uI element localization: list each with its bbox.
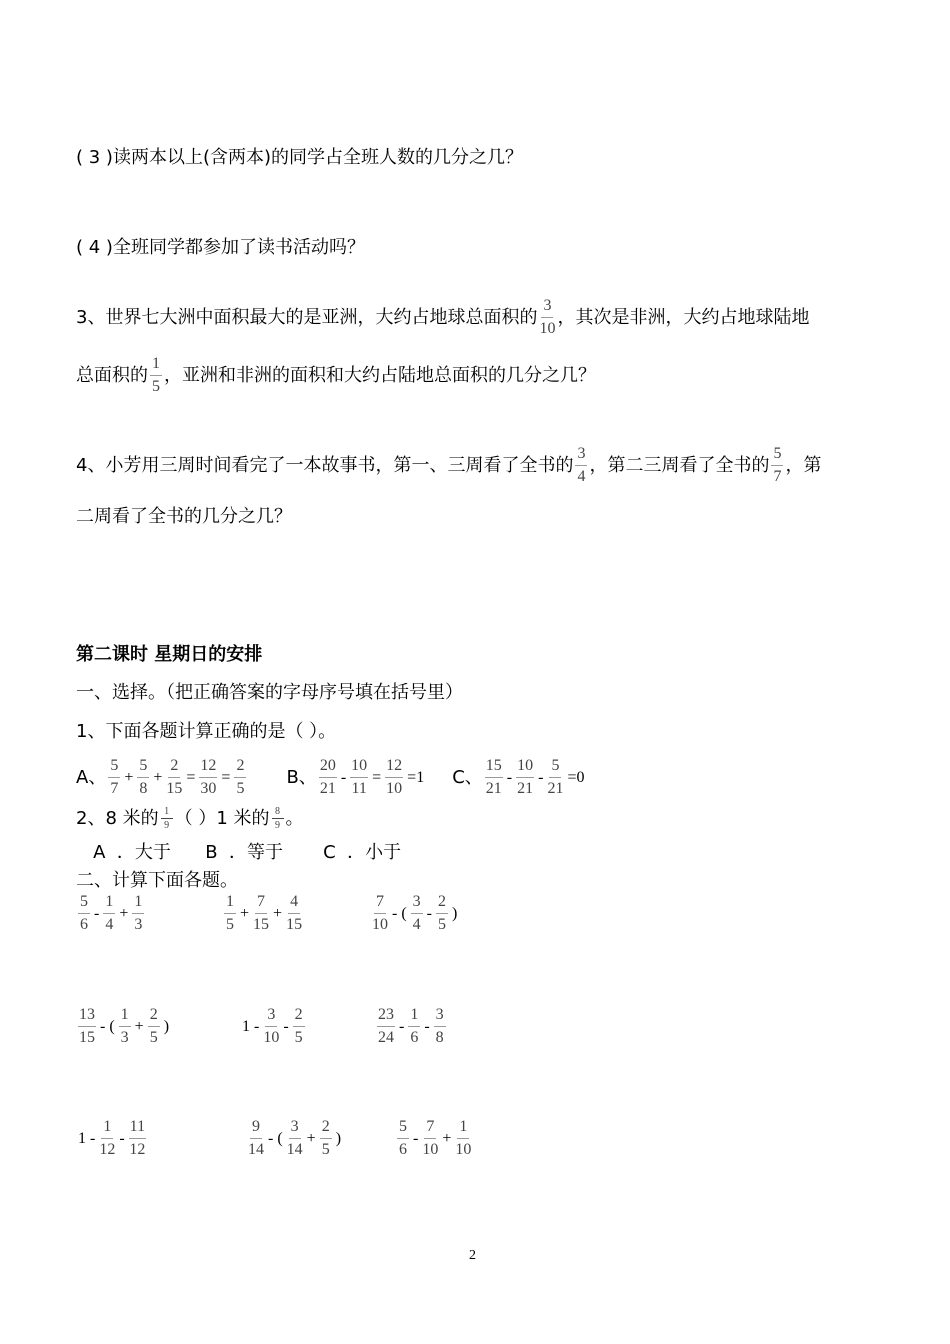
fraction xyxy=(108,756,120,799)
fraction xyxy=(129,1117,146,1160)
math-operator: =1 xyxy=(407,768,425,786)
math-operator: + xyxy=(273,904,283,922)
numerator: 9 xyxy=(250,1117,262,1139)
numerator: 5 xyxy=(397,1117,409,1139)
math-operator: + xyxy=(240,904,250,922)
fraction xyxy=(455,1117,471,1160)
denominator: 7 xyxy=(110,780,119,797)
numerator: 5 xyxy=(549,756,561,778)
math-operator: =0 xyxy=(567,768,585,786)
denominator: 5 xyxy=(437,916,446,933)
math-operator: - xyxy=(424,1017,430,1035)
calc-item-7 xyxy=(76,1117,148,1160)
choice-1-stem: 1、下面各题计算正确的是（ ）。 xyxy=(76,721,337,742)
problem-3-fraction-2: 1 5 xyxy=(152,355,160,395)
numerator: 2 xyxy=(436,892,448,914)
denominator: 6 xyxy=(399,1141,407,1158)
numerator: 3 xyxy=(411,892,423,914)
math-operator: + xyxy=(306,1129,316,1147)
math-operator: - ( xyxy=(100,1017,115,1035)
fraction xyxy=(422,1117,438,1160)
math-operator: + xyxy=(442,1129,452,1147)
numerator: 2 xyxy=(168,756,180,778)
fraction xyxy=(319,756,337,799)
math-operator: ) xyxy=(335,1129,342,1147)
math-operator: - xyxy=(119,1129,125,1147)
fraction xyxy=(320,1117,332,1160)
fraction xyxy=(78,1005,96,1048)
fraction xyxy=(99,1117,115,1160)
option-b-label: B、 xyxy=(286,766,317,788)
math-operator: - xyxy=(283,1017,289,1035)
fraction xyxy=(434,1005,446,1048)
problem-4-line-1 xyxy=(76,444,821,487)
math-operator: - xyxy=(506,768,513,786)
fraction xyxy=(485,756,503,799)
denominator: 21 xyxy=(319,780,336,797)
numerator: 11 xyxy=(129,1117,146,1139)
numerator: 2 xyxy=(320,1117,332,1139)
numerator: 7 xyxy=(255,892,267,914)
denominator: 6 xyxy=(410,1029,419,1046)
problem-4-text-a: 4、小芳用三周时间看完了一本故事书，第一、三周看了全书的 xyxy=(76,454,574,476)
math-operator: + xyxy=(153,768,163,786)
fraction xyxy=(78,892,90,935)
question-3-sub-3: ( 3 )读两本以上(含两本)的同学占全班人数的几分之几？ xyxy=(76,147,523,168)
math-operator: + xyxy=(119,904,129,922)
calc-item-2 xyxy=(222,892,304,935)
math-operator: = xyxy=(221,768,231,786)
problem-4-text-b: ，第二三周看了全书的 xyxy=(589,454,770,476)
denominator: 21 xyxy=(517,780,534,797)
fraction xyxy=(103,892,115,935)
math-operator: + xyxy=(134,1017,144,1035)
problem-4-fraction-2: 5 7 xyxy=(773,445,782,485)
denominator: 5 xyxy=(149,1029,158,1046)
fraction xyxy=(377,1005,395,1048)
numerator: 1 xyxy=(101,1117,113,1139)
numerator: 1 xyxy=(224,892,236,914)
denominator: 15 xyxy=(286,916,303,933)
denominator: 12 xyxy=(129,1141,146,1158)
fraction xyxy=(287,1117,303,1160)
denominator: 12 xyxy=(99,1141,116,1158)
problem-3-fraction-1: 3 10 xyxy=(539,297,556,337)
numerator: 7 xyxy=(424,1117,436,1139)
fraction xyxy=(199,756,217,799)
fraction xyxy=(137,756,149,799)
math-operator: - xyxy=(413,1129,419,1147)
question-3-sub-4: ( 4 )全班同学都参加了读书活动吗？ xyxy=(76,237,365,258)
denominator: 4 xyxy=(105,916,114,933)
numerator: 1 xyxy=(132,892,144,914)
denominator: 5 xyxy=(236,780,245,797)
numerator: 1 xyxy=(103,892,115,914)
numerator: 5 xyxy=(108,756,120,778)
numerator: 5 xyxy=(78,892,90,914)
fraction xyxy=(148,1005,160,1048)
fraction xyxy=(385,756,403,799)
denominator: 14 xyxy=(286,1141,303,1158)
math-operator: - xyxy=(340,768,347,786)
option-c-expression xyxy=(483,756,587,799)
calc-item-5 xyxy=(240,1005,307,1048)
calc-item-9 xyxy=(395,1117,473,1160)
lesson-title: 第二课时 星期日的安排 xyxy=(76,644,263,665)
numerator: 23 xyxy=(377,1005,395,1027)
fraction xyxy=(224,892,236,935)
fraction xyxy=(166,756,182,799)
math-operator: - xyxy=(426,904,432,922)
numerator: 3 xyxy=(434,1005,446,1027)
numerator: 12 xyxy=(385,756,403,778)
calc-item-1 xyxy=(76,892,146,935)
denominator: 14 xyxy=(248,1141,264,1158)
numerator: 10 xyxy=(350,756,368,778)
problem-3-text-b: ，其次是非洲，大约占地球陆地 xyxy=(557,306,810,328)
fraction xyxy=(350,756,368,799)
denominator: 3 xyxy=(120,1029,129,1046)
math-operator: - xyxy=(94,904,100,922)
denominator: 10 xyxy=(263,1029,280,1046)
calc-item-6 xyxy=(375,1005,448,1048)
denominator: 5 xyxy=(294,1029,303,1046)
denominator: 4 xyxy=(412,916,421,933)
numerator: 13 xyxy=(78,1005,96,1027)
numerator: 10 xyxy=(516,756,534,778)
problem-3-line-1 xyxy=(76,296,809,339)
choice-2-text-c: 。 xyxy=(285,807,304,829)
numerator: 2 xyxy=(234,756,246,778)
denominator: 15 xyxy=(79,1029,95,1046)
math-operator: ) xyxy=(163,1017,170,1035)
option-c-label: C、 xyxy=(452,766,483,788)
option-a-label: A、 xyxy=(76,766,107,788)
math-operator: - xyxy=(538,768,544,786)
denominator: 6 xyxy=(80,916,88,933)
denominator: 21 xyxy=(485,780,502,797)
calc-item-4 xyxy=(76,1005,171,1048)
fraction xyxy=(411,892,423,935)
denominator: 15 xyxy=(166,780,183,797)
fraction xyxy=(132,892,144,935)
numerator: 2 xyxy=(293,1005,305,1027)
denominator: 21 xyxy=(547,780,564,797)
denominator: 8 xyxy=(139,780,148,797)
denominator: 10 xyxy=(455,1141,472,1158)
choice-2-fraction-2: 8 9 xyxy=(272,806,284,831)
page-number: 2 xyxy=(469,1248,476,1263)
problem-4-line-2: 二周看了全书的几分之几？ xyxy=(76,506,292,527)
numerator: 7 xyxy=(374,892,386,914)
calc-item-3 xyxy=(370,892,459,935)
denominator: 10 xyxy=(372,916,388,933)
numerator: 2 xyxy=(148,1005,160,1027)
denominator: 15 xyxy=(253,916,270,933)
math-operator: - xyxy=(399,1017,405,1035)
denominator: 8 xyxy=(435,1029,444,1046)
fraction xyxy=(286,892,302,935)
fraction xyxy=(516,756,534,799)
problem-3-line-2 xyxy=(76,354,596,397)
numerator: 1 xyxy=(408,1005,420,1027)
fraction xyxy=(436,892,448,935)
math-operator: ) xyxy=(451,904,458,922)
problem-3-text-c: 总面积的 xyxy=(76,364,148,386)
choice-2-stem xyxy=(76,806,304,831)
section-1-title: 一、选择。（把正确答案的字母序号填在括号里） xyxy=(76,682,463,703)
option-b-expression xyxy=(317,756,426,799)
numerator: 15 xyxy=(485,756,503,778)
problem-3-text-a: 3、世界七大洲中面积最大的是亚洲，大约占地球总面积的 xyxy=(76,306,538,328)
math-operator: = xyxy=(186,768,196,786)
problem-4-fraction-1: 3 4 xyxy=(577,445,586,485)
numerator: 3 xyxy=(265,1005,277,1027)
math-operator: 1 - xyxy=(242,1017,260,1035)
section-2-title: 二、计算下面各题。 xyxy=(76,870,238,891)
problem-4-text-c: ，第 xyxy=(785,454,822,476)
fraction xyxy=(293,1005,305,1048)
denominator: 11 xyxy=(351,780,367,797)
denominator: 5 xyxy=(226,916,234,933)
denominator: 30 xyxy=(200,780,217,797)
numerator: 1 xyxy=(457,1117,469,1139)
numerator: 3 xyxy=(289,1117,301,1139)
math-operator: - ( xyxy=(268,1129,283,1147)
math-operator: + xyxy=(124,768,134,786)
numerator: 12 xyxy=(199,756,217,778)
numerator: 4 xyxy=(288,892,300,914)
fraction xyxy=(397,1117,409,1160)
denominator: 10 xyxy=(386,780,403,797)
fraction xyxy=(263,1005,279,1048)
denominator: 24 xyxy=(378,1029,394,1046)
fraction xyxy=(234,756,246,799)
numerator: 1 xyxy=(119,1005,131,1027)
fraction xyxy=(119,1005,131,1048)
numerator: 5 xyxy=(137,756,149,778)
choice-2-options: A ．大于 B ．等于 C ．小于 xyxy=(76,842,402,863)
calc-item-8 xyxy=(246,1117,343,1160)
choice-2-text-a: 2、8 米的 xyxy=(76,807,159,829)
math-operator: = xyxy=(372,768,382,786)
fraction xyxy=(248,1117,264,1160)
fraction xyxy=(547,756,563,799)
option-a-expression xyxy=(106,756,248,799)
choice-1-options xyxy=(76,756,586,799)
fraction xyxy=(408,1005,420,1048)
choice-2-text-b: （ ）1 米的 xyxy=(174,807,270,829)
denominator: 5 xyxy=(321,1141,330,1158)
numerator: 20 xyxy=(319,756,337,778)
fraction xyxy=(253,892,269,935)
math-operator: - ( xyxy=(392,904,407,922)
math-operator: 1 - xyxy=(78,1129,96,1147)
choice-2-fraction-1: 1 9 xyxy=(161,806,173,831)
problem-3-text-d: ，亚洲和非洲的面积和大约占陆地总面积的几分之几？ xyxy=(164,364,596,386)
denominator: 10 xyxy=(422,1141,439,1158)
denominator: 3 xyxy=(134,916,143,933)
fraction xyxy=(372,892,388,935)
